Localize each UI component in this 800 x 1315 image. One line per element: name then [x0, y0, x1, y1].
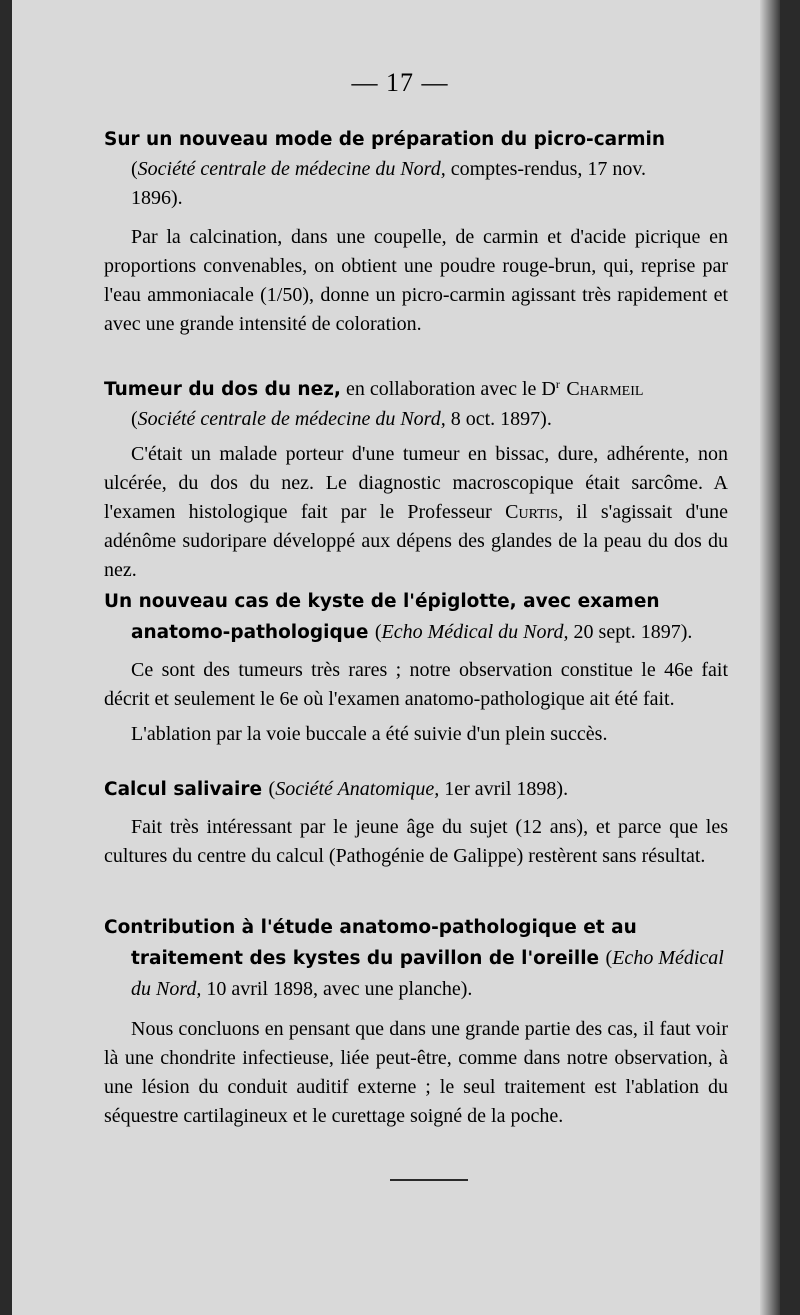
entry-title-bold: Contribution à l'étude anatomo-pathologique et au traitement des kystes du pavillon de l'oreille	[104, 917, 637, 969]
page-number: — 17 —	[351, 68, 449, 97]
entry-paragraph: Ce sont des tumeurs très rares ; notre observation constitue le 46e fait décrit et seulement le 6e où l'examen anatomo-pathologique ait été fait.	[104, 659, 728, 710]
entry-citation-year: 1896).	[131, 187, 183, 209]
citation-details: 20 sept. 1897).	[568, 621, 693, 643]
entry-picro-carmin	[104, 124, 728, 339]
entry-title	[104, 912, 728, 1005]
entry-citation: (Echo Médical du Nord, 20 sept. 1897).	[374, 621, 693, 643]
entry-citation: (Société Anatomique, 1er avril 1898).	[268, 778, 569, 800]
entry-title	[104, 369, 728, 405]
entry-title	[104, 586, 728, 648]
entry-title-bold: Un nouveau cas de kyste de l'épiglotte, avec examen anatomo-pathologique	[104, 591, 660, 643]
entry-paragraph: Nous concluons en pensant que dans une grande partie des cas, il faut voir là une chondrite infectieuse, liée peut-être, comme dans notre observation, à une lésion du conduit auditif externe ; le seul traitement est l'ablation du séquestre cartilagineux et le curettage soigné de la poche.	[104, 1018, 728, 1127]
paragraph-text-end: , il s'agissait d'une adénôme sudoripare développé aux dépens des glandes de la peau du dos du nez.	[104, 501, 728, 582]
entry-citation: (Société centrale de médecine du Nord, comptes-rendus, 17 nov.	[131, 158, 647, 180]
entry-title-bold: Calcul salivaire	[104, 779, 263, 800]
paragraph-text-start: C'était un malade porteur d'une tumeur en bissac, dure, adhérente, non ulcérée, du dos du nez. Le diagnostic macroscopique était sarcôme. A l'examen histologique fait par le Professeur	[104, 443, 728, 524]
entry-paragraph: Fait très intéressant par le jeune âge du sujet (12 ans), et parce que les cultures du centre du calcul (Pathogénie de Galippe) restèrent sans résultat.	[104, 816, 728, 867]
entry-paragraph	[104, 440, 728, 585]
paragraph-author: Curtis	[505, 501, 559, 524]
entry-title-bold: Tumeur du dos du nez,	[104, 379, 341, 401]
entry-calcul-salivaire	[104, 774, 728, 871]
citation-details: 1er avril 1898).	[439, 778, 569, 800]
entry-title: Sur un nouveau mode de préparation du picro-carmin	[104, 129, 666, 150]
book-spine-shadow	[760, 0, 780, 1315]
entry-kyste-epiglotte	[104, 586, 728, 749]
citation-journal: Echo Médical du Nord,	[381, 621, 569, 643]
entry-citation: (Société centrale de médecine du Nord, 8 oct. 1897).	[131, 408, 552, 431]
citation-journal: Echo Médical du Nord,	[131, 947, 724, 1000]
citation-journal: Société Anatomique,	[275, 778, 440, 800]
entry-title	[104, 774, 728, 805]
entry-paragraph: L'ablation par la voie buccale a été suivie d'un plein succès.	[131, 723, 608, 745]
entry-title-collab: en collaboration avec le D	[340, 378, 556, 401]
entry-citation: (Echo Médical du Nord, 10 avril 1898, avec une planche).	[131, 947, 724, 1000]
entry-tumeur-dos-nez	[104, 369, 728, 585]
citation-details: 10 avril 1898, avec une planche).	[201, 978, 473, 1000]
citation-journal: Société centrale de médecine du Nord,	[137, 158, 446, 180]
citation-details: comptes-rendus, 17 nov.	[445, 158, 647, 180]
entry-title-author: Charmeil	[566, 378, 644, 401]
section-divider	[390, 1179, 468, 1181]
entry-paragraph: Par la calcination, dans une coupelle, de carmin et d'acide picrique en proportions convenables, on obtient une poudre rouge-brun, qui, reprise par l'eau ammoniacale (1/50), donne un picro-carmin agissant très rapidement et avec une grande intensité de coloration.	[104, 226, 728, 335]
entry-kystes-oreille	[104, 912, 728, 1131]
citation-journal: Société centrale de médecine du Nord,	[137, 408, 446, 431]
entry-title-sup: r	[555, 377, 560, 391]
citation-details: 8 oct. 1897).	[445, 408, 552, 431]
